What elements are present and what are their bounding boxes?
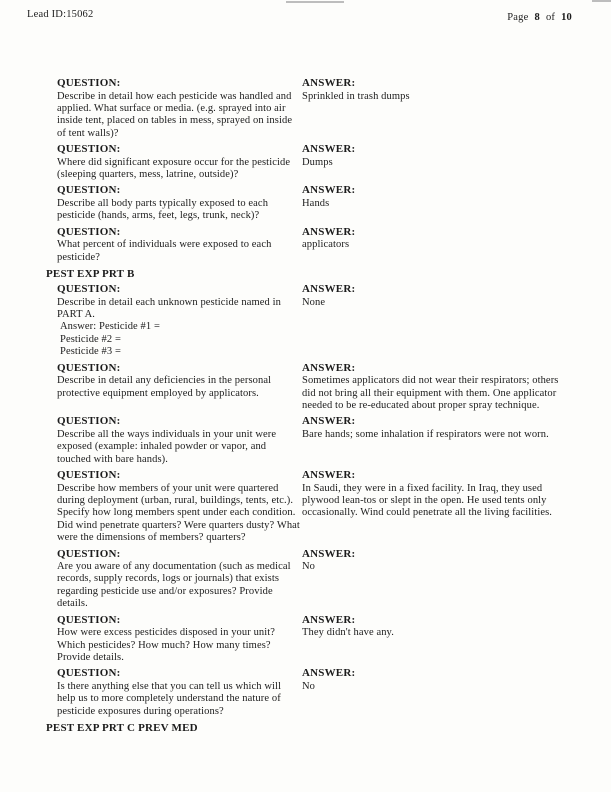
answer-label: ANSWER:	[302, 361, 356, 374]
question-text: Describe how members of your unit were quartered during deployment (urban, rural, buildings, tents, etc.). Specify how long members spent under each condition. Did wind penetrate quarters? Were quarters dusty? What were the dimensions of members? quarters?	[57, 482, 300, 544]
scan-artifact-corner	[592, 0, 611, 2]
question-extra-line: Answer: Pesticide #1 =	[60, 321, 160, 333]
question-text: Describe all the ways individuals in your unit were exposed (example: inhaled powder or vapor, and touched with bare hands).	[57, 428, 277, 465]
answer-text: Hands	[302, 197, 330, 209]
of-word: of	[545, 12, 556, 23]
qa-row	[57, 143, 571, 181]
question-label: QUESTION:	[57, 469, 121, 482]
answer-label: ANSWER:	[302, 667, 356, 680]
page-total: 10	[561, 12, 572, 23]
question-cell	[57, 283, 302, 359]
section-heading: PEST EXP PRT B	[46, 268, 135, 281]
qa-row	[57, 362, 571, 413]
qa-row	[57, 184, 571, 222]
question-label: QUESTION:	[57, 547, 121, 560]
qa-row	[57, 415, 571, 466]
answer-label: ANSWER:	[302, 143, 356, 156]
answer-cell	[302, 614, 571, 640]
qa-row	[57, 469, 571, 545]
question-cell	[57, 415, 302, 466]
answer-label: ANSWER:	[302, 613, 356, 626]
answer-cell	[302, 283, 571, 309]
scan-artifact-top	[286, 1, 344, 3]
question-extra-lines	[57, 321, 302, 358]
question-label: QUESTION:	[57, 283, 121, 296]
question-cell	[57, 184, 302, 222]
answer-cell	[302, 469, 571, 520]
question-label: QUESTION:	[57, 667, 121, 680]
question-cell	[57, 614, 302, 665]
question-text: Describe in detail how each pesticide was handled and applied. What surface or media. (e.g. sprayed into air inside tent, placed on tables in mess, sprayed on inside of tent walls)?	[57, 90, 293, 139]
answer-text: No	[302, 561, 316, 573]
page-current: 8	[534, 12, 540, 23]
qa-row	[57, 614, 571, 665]
answer-cell	[302, 548, 571, 574]
answer-cell	[302, 415, 571, 441]
question-label: QUESTION:	[57, 613, 121, 626]
question-text: Describe in detail any deficiencies in the personal protective equipment employed by applicators.	[57, 375, 272, 399]
question-cell	[57, 362, 302, 400]
answer-label: ANSWER:	[302, 225, 356, 238]
question-label: QUESTION:	[57, 225, 121, 238]
question-text: Are you aware of any documentation (such as medical records, supply records, logs or journals) that exists regarding pesticide use and/or exposures? Provide details.	[57, 561, 291, 610]
answer-text: Dumps	[302, 156, 333, 168]
question-text: What percent of individuals were exposed to each pesticide?	[57, 239, 272, 263]
question-cell	[57, 667, 302, 718]
answer-cell	[302, 77, 571, 103]
question-label: QUESTION:	[57, 184, 121, 197]
question-text: Where did significant exposure occur for the pesticide (sleeping quarters, mess, latrine, outside)?	[57, 156, 291, 181]
question-label: QUESTION:	[57, 415, 121, 428]
question-cell	[57, 469, 302, 545]
qa-row	[57, 283, 571, 359]
qa-row	[57, 667, 571, 718]
question-extra-line: Pesticide #3 =	[60, 346, 121, 358]
qa-row	[57, 226, 571, 264]
lead-id-label: Lead ID:15062	[27, 9, 94, 20]
question-text: Describe in detail each unknown pesticide named in PART A.	[57, 296, 281, 320]
qa-row	[57, 77, 571, 140]
answer-label: ANSWER:	[302, 283, 356, 296]
question-text: Is there anything else that you can tell us which will help us to more completely understand the nature of pesticide exposures during operations?	[57, 680, 282, 717]
answer-cell	[302, 667, 571, 693]
answer-text: Bare hands; some inhalation if respirators were not worn.	[302, 428, 549, 440]
page-number	[501, 12, 572, 23]
question-label: QUESTION:	[57, 361, 121, 374]
question-text: How were excess pesticides disposed in your unit? Which pesticides? How much? How many times? Provide details.	[57, 627, 276, 663]
answer-text: None	[302, 296, 326, 308]
qa-row	[57, 548, 571, 611]
question-cell	[57, 226, 302, 264]
answer-label: ANSWER:	[302, 415, 356, 428]
answer-text: Sprinkled in trash dumps	[302, 90, 410, 102]
section-heading: PEST EXP PRT C PREV MED	[46, 722, 198, 735]
answer-text: applicators	[302, 239, 350, 251]
answer-cell	[302, 226, 571, 252]
answer-label: ANSWER:	[302, 184, 356, 197]
answer-cell	[302, 362, 571, 413]
answer-text: They didn't have any.	[302, 627, 394, 639]
question-cell	[57, 77, 302, 140]
answer-cell	[302, 143, 571, 169]
answer-label: ANSWER:	[302, 469, 356, 482]
answer-label: ANSWER:	[302, 547, 356, 560]
question-label: QUESTION:	[57, 77, 121, 89]
question-cell	[57, 548, 302, 611]
answer-label: ANSWER:	[302, 77, 356, 89]
answer-text: In Saudi, they were in a fixed facility. In Iraq, they used plywood lean-tos or slept in the open. He used tents only occasionally. Wind could penetrate all the living facilities.	[302, 482, 553, 519]
page-word: Page	[507, 12, 529, 23]
answer-cell	[302, 184, 571, 210]
question-label: QUESTION:	[57, 143, 121, 156]
answer-text: No	[302, 680, 316, 692]
question-cell	[57, 143, 302, 181]
question-text: Describe all body parts typically exposed to each pesticide (hands, arms, feet, legs, trunk, neck)?	[57, 197, 269, 222]
answer-text: Sometimes applicators did not wear their respirators; others did not bring all their equipment with them. One applicator needed to be re-educated about proper spray technique.	[302, 375, 559, 411]
qa-list	[46, 77, 571, 737]
question-extra-line: Pesticide #2 =	[60, 333, 121, 345]
